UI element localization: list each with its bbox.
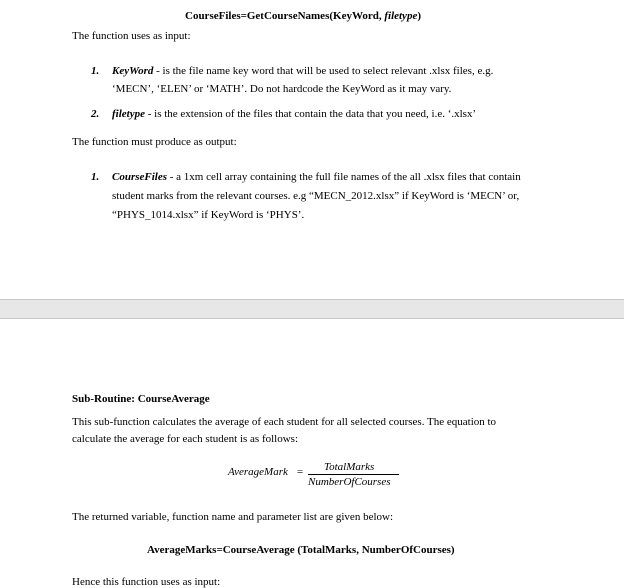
output-item-1-line2: student marks from the relevant courses. e.g “MECN_2012.xlsx” if KeyWord is ‘MECN’ or, <box>112 190 520 202</box>
description-line-2: calculate the average for each student is as follows: <box>72 433 299 445</box>
param-filetype: filetype <box>112 108 145 120</box>
input-item-1-line2: ‘MECN’, ‘ELEN’ or ‘MATH’. Do not hardcode the KeyWord as it may vary. <box>112 83 452 95</box>
heading-prefix: CourseFiles=GetCourseNames(KeyWord, <box>185 10 385 22</box>
list-number: 1. <box>91 171 100 183</box>
param-coursefiles-desc: - a 1xm cell array containing the full file names of the all .xlsx files that contain <box>167 171 521 183</box>
equation-equals: = <box>297 466 304 478</box>
subroutine-heading: Sub-Routine: CourseAverage <box>72 393 210 405</box>
input-intro: The function uses as input: <box>72 30 191 42</box>
list-number: 2. <box>91 108 100 120</box>
list-number: 1. <box>91 65 100 77</box>
equation-numerator: TotalMarks <box>324 461 375 473</box>
output-item-1-line3: “PHYS_1014.xlsx” if KeyWord is ‘PHYS’. <box>112 209 305 221</box>
function-signature-heading <box>185 11 421 22</box>
param-keyword-desc: - is the file name key word that will be used to select relevant .xlsx files, e.g. <box>153 65 494 77</box>
hence-input-text: Hence this function uses as input: <box>72 576 221 588</box>
equation-lhs: AverageMark <box>228 466 288 478</box>
input-item-1 <box>91 66 99 77</box>
output-intro: The function must produce as output: <box>72 136 237 148</box>
fraction-bar <box>308 474 399 475</box>
param-filetype-desc: - is the extension of the files that contain the data that you need, i.e. ‘.xlsx’ <box>144 108 477 120</box>
equation-denominator: NumberOfCourses <box>308 476 391 488</box>
param-coursefiles: CourseFiles <box>112 171 168 183</box>
input-item-2 <box>91 109 99 120</box>
heading-suffix: ) <box>417 10 421 22</box>
output-item-1-line1 <box>112 172 521 183</box>
param-keyword: KeyWord <box>112 65 154 77</box>
returned-variable-text: The returned variable, function name and parameter list are given below: <box>72 511 394 523</box>
input-item-1-line1 <box>112 66 493 77</box>
output-item-1 <box>91 172 99 183</box>
heading-param: filetype <box>384 10 418 22</box>
input-item-2-line1 <box>112 109 476 120</box>
course-average-signature: AverageMarks=CourseAverage (TotalMarks, NumberOfCourses) <box>147 544 455 556</box>
description-line-1: This sub-function calculates the average of each student for all selected courses. The equation to <box>72 416 497 428</box>
page-break-separator <box>0 299 624 319</box>
